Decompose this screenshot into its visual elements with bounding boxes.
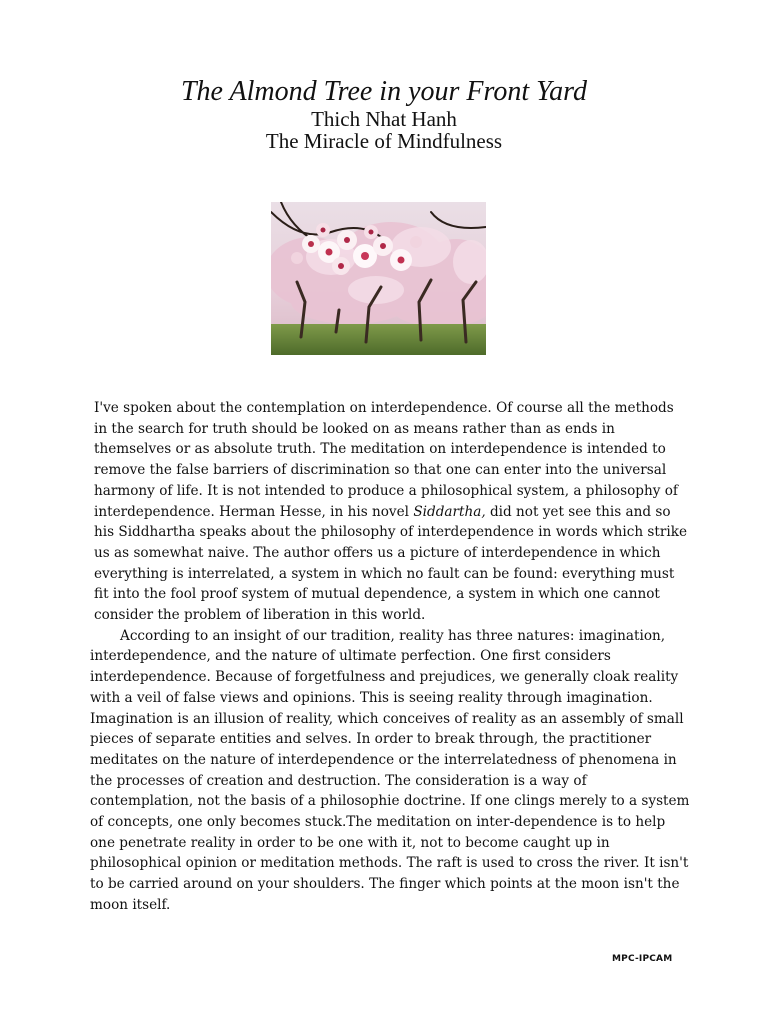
body-paragraph	[90, 398, 690, 626]
paragraph-text: I've spoken about the contemplation on interdependence. Of course all the methods in the search for truth should be looked on as means rather than as ends in themselves or as absolute truth. The meditation on interdependence is intended to remove the false barriers of discrimination so that one can enter into the universal harmony of life. It is not intended to produce a philosophical system, a philosophy of interdependence. Herman Hesse, in his novel	[94, 400, 678, 520]
paragraph-text: did not yet see this and so his Siddhartha speaks about the philosophy of interdependence in words which strike us as somewhat naive. The author offers us a picture of interdependence in which everything is interrelated, a system in which no fault can be found: everything must fit into the fool proof system of mutual dependence, a system in which one cannot consider the problem of liberation in this world.	[94, 503, 688, 624]
book-title: The Miracle of Mindfulness	[265, 129, 503, 153]
page-title: The Almond Tree in your Front Yard	[180, 76, 588, 107]
novel-title: Siddartha,	[413, 503, 486, 520]
author-name: Thich Nhat Hanh	[311, 107, 457, 131]
footer-label: MPC-IPCAM	[612, 954, 673, 964]
document-header	[0, 76, 768, 152]
article-body	[90, 398, 690, 916]
body-paragraph: According to an insight of our tradition, reality has three natures: imagination, interdependence, and the nature of ultimate perfection. One first considers interdependence. Because of forgetfulness and prejudices, we generally cloak reality with a veil of false views and opinions. This is seeing reality through imagination. Imagination is an illusion of reality, which conceives of reality as an assembly of small pieces of separate entities and selves. In order to break through, the practitioner meditates on the nature of interdependence or the interrelatedness of phenomena in the processes of creation and destruction. The consideration is a way of contemplation, not the basis of a philosophie doctrine. If one clings merely to a system of concepts, one only becomes stuck.The meditation on inter-dependence is to help one penetrate reality in order to be one with it, not to become caught up in philosophical opinion or meditation methods. The raft is used to cross the river. It isn't to be carried around on your shoulders. The finger which points at the moon isn't the moon itself.	[90, 627, 690, 913]
almond-blossom-photo	[271, 202, 486, 355]
